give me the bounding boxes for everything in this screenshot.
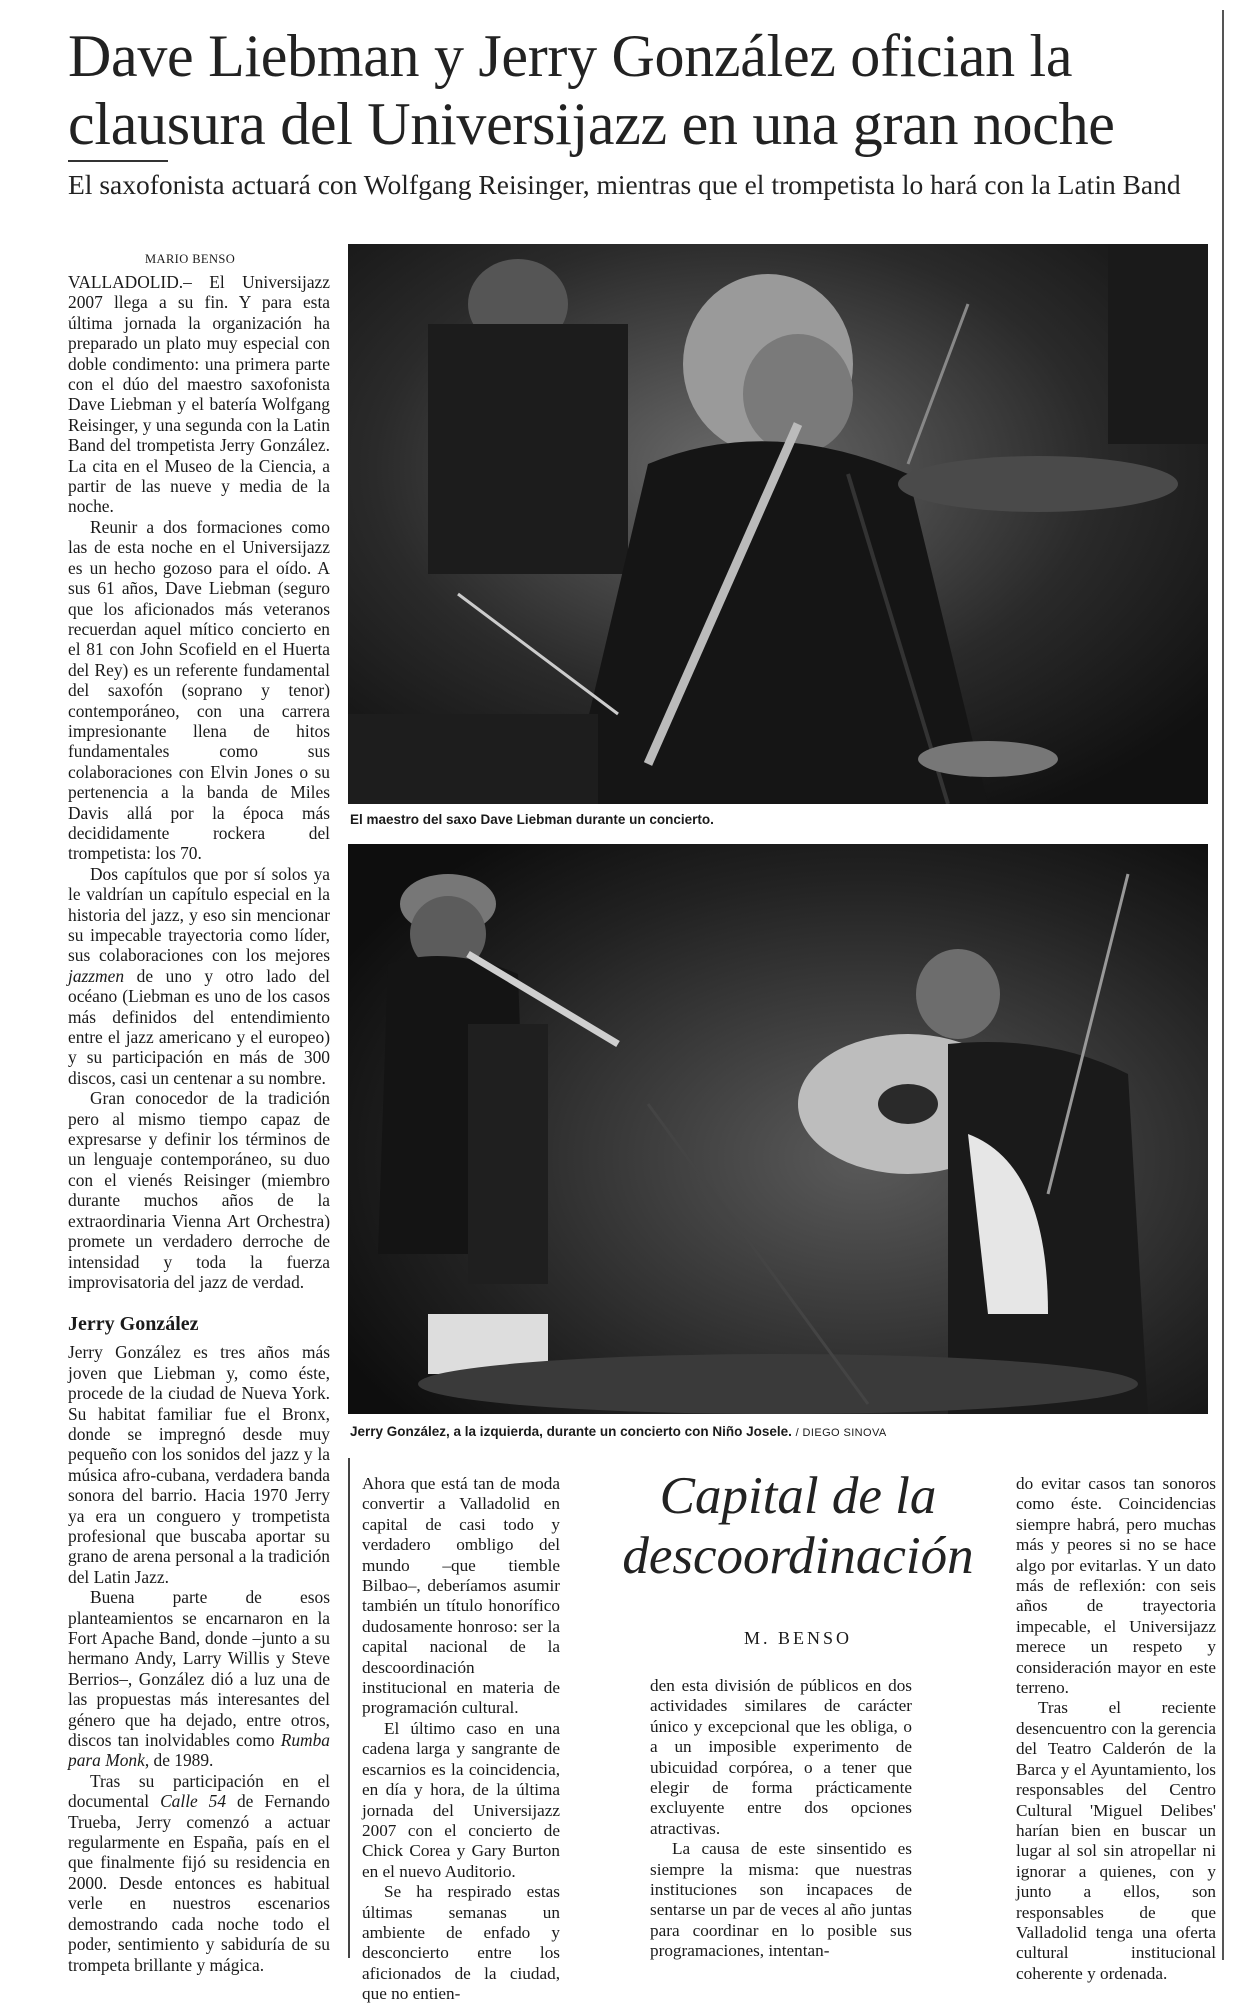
- photo-gonzalez: [348, 844, 1208, 1414]
- article-paragraph-7: Tras su participación en el documental Calle 54 de Fernando Trueba, Jerry comenzó a actuar regularmente en España, país en el que finalmente fijó su residencia en 2000. Desde entonces es habitual verle en nuestros escenarios demostrando cada noche todo el poder, sentimiento y sabiduría de su trompeta brillante y mágica.: [68, 1770, 331, 1975]
- article-paragraph-2: Reunir a dos formaciones como las de esta noche en el Universijazz es un hecho gozoso para el oído. A sus 61 años, Dave Liebman (seguro que los aficionados más veteranos recuerdan aquel mítico concierto en el 81 con John Scofield en el Huerta del Rey) es un referente fundamental del saxofón (soprano y tenor) contemporáneo, con una carrera impresionante llena de hitos fundamentales como sus colaboraciones con Elvin Jones o su pertenencia a la banda de Miles Davis allá por la época más decididamente rockera del trompetista: los 70.: [68, 516, 330, 864]
- article-paragraph-6: Buena parte de esos planteamientos se encarnaron en la Fort Apache Band, donde –junto a su hermano Andy, Larry Willis y Steve Berrios–, González dió a luz una de las propuestas más interesantes del género que ha dejado, entre otros, discos tan inolvidables como Rumba para Monk, de 1989.: [68, 1587, 330, 1771]
- section-subhead: Jerry González: [68, 1313, 199, 1336]
- article-paragraph-1: VALLADOLID.– El Universijazz 2007 llega a su fin. Y para esta última jornada la organización ha preparado un plato muy especial con doble condimento: una primera parte con el dúo del maestro saxofonista Dave Liebman y el batería Wolfgang Reisinger, y una segunda con la Latin Band del trompetista Jerry González. La cita en el Museo de la Ciencia, a partir de las nueve y media de la noche.: [68, 272, 330, 517]
- photo-liebman-image: [348, 244, 1208, 804]
- sidebar-paragraph-5: La causa de este sinsentido es siempre la misma: que nuestras instituciones son incapaces de sentarse un par de veces al año juntas para coordinar en lo posible sus programaciones, intentan-: [650, 1839, 912, 1961]
- sidebar-title-line-2: descoordinación: [622, 1527, 974, 1585]
- photo-gonzalez-image: [348, 844, 1208, 1414]
- article-paragraph-3: Dos capítulos que por sí solos ya le valdrían un capítulo especial en la historia del jazz, y eso sin mencionar su impecable trayectoria como líder, sus colaboraciones con los mejores jazzmen de uno y otro lado del océano (Liebman es uno de los casos más definidos del entendimiento entre el jazz americano y el europeo) y su participación en más de 300 discos, casi un centenar a su nombre.: [68, 863, 330, 1088]
- sidebar-divider: [348, 1458, 350, 1958]
- headline-line-1: Dave Liebman y Jerry González ofician la: [68, 23, 1073, 89]
- sidebar-column-1: [362, 1474, 560, 2005]
- sidebar-column-3: [1016, 1474, 1216, 1984]
- sidebar-paragraph-4: den esta división de públicos en dos actividades similares de carácter único y excepcional que les obliga, o a un imposible experimento de ubicuidad corpórea, o a tener que elegir de forma prácticamente excluyente entre dos opciones atractivas.: [650, 1676, 912, 1838]
- article-column: [68, 272, 330, 1975]
- sidebar-paragraph-3: Se ha respirado estas últimas semanas un ambiente de enfado y desconcierto entre los aficionados de la ciudad, que no entien-: [362, 1882, 560, 2004]
- article-paragraph-4: Gran conocedor de la tradición pero al mismo tiempo capaz de expresarse y definir los términos de un lenguaje contemporáneo, su duo con el vienés Reisinger (miembro durante muchos años de la extraordinaria Vienna Art Orchestra) promete un verdadero derroche de intensidad y toda la fuerza improvisatoria del jazz de verdad.: [68, 1088, 330, 1292]
- sidebar-column-2: [650, 1676, 912, 1962]
- headline: [68, 22, 1218, 158]
- photo-gonzalez-caption: Jerry González, a la izquierda, durante un concierto con Niño Josele. / DIEGO SINOVA: [350, 1424, 887, 1439]
- sidebar-title: [588, 1466, 1008, 1586]
- headline-rule: [68, 160, 168, 162]
- article-byline: MARIO BENSO: [145, 252, 236, 266]
- article-paragraph-5: Jerry González es tres años más joven que Liebman y, como éste, procede de la ciudad de Nueva York. Su habitat familiar fue el Bronx, donde se impregnó desde muy pequeño con los sonidos del jazz y la música afro-cubana, verdadera banda sonora del barrio. Hacia 1970 Jerry ya era un conguero y trompetista profesional que buscaba aportar su grano de arena personal a la tradición del Latin Jazz.: [68, 1342, 330, 1587]
- sidebar-paragraph-7: Tras el reciente desencuentro con la gerencia del Teatro Calderón de la Barca y el Ayuntamiento, los responsables del Centro Cultural 'Miguel Delibes' harían bien en buscar un lugar al sol sin atropellar ni ignorar a quienes, con y junto a ellos, son responsables de que Valladolid tenga una oferta cultural institucional coherente y ordenada.: [1016, 1698, 1216, 1983]
- photo-liebman: [348, 244, 1208, 804]
- page-edge-rule: [1222, 10, 1224, 1960]
- sidebar-paragraph-2: El último caso en una cadena larga y sangrante de escarnios es la coincidencia, en día y hora, de la última jornada del Universijazz 2007 con el concierto de Chick Corea y Gary Burton en el nuevo Auditorio.: [362, 1718, 560, 1881]
- sidebar-byline: M. BENSO: [743, 1628, 852, 1648]
- photo-credit: / DIEGO SINOVA: [795, 1427, 887, 1439]
- headline-line-2: clausura del Universijazz en una gran noche: [68, 91, 1115, 157]
- sidebar-title-line-1: Capital de la: [659, 1467, 937, 1525]
- subheadline: El saxofonista actuará con Wolfgang Reisinger, mientras que el trompetista lo hará con la Latin Band: [68, 169, 1181, 200]
- sidebar-paragraph-6: do evitar casos tan sonoros como éste. Coincidencias siempre habrá, pero muchas más y peores si no se hace algo por evitarlas. Y un dato más de reflexión: con seis años de trayectoria impecable, el Universijazz merece un respeto y consideración mayor en este terreno.: [1016, 1474, 1216, 1698]
- sidebar-paragraph-1: Ahora que está tan de moda convertir a Valladolid en capital de casi todo y verdadero ombligo del mundo –que tiemble Bilbao–, deberíamos asumir también un título honorífico dudosamente honroso: ser la capital nacional de la descoordinación institucional en materia de programación cultural.: [362, 1474, 560, 1718]
- photo-liebman-caption: El maestro del saxo Dave Liebman durante un concierto.: [350, 812, 714, 827]
